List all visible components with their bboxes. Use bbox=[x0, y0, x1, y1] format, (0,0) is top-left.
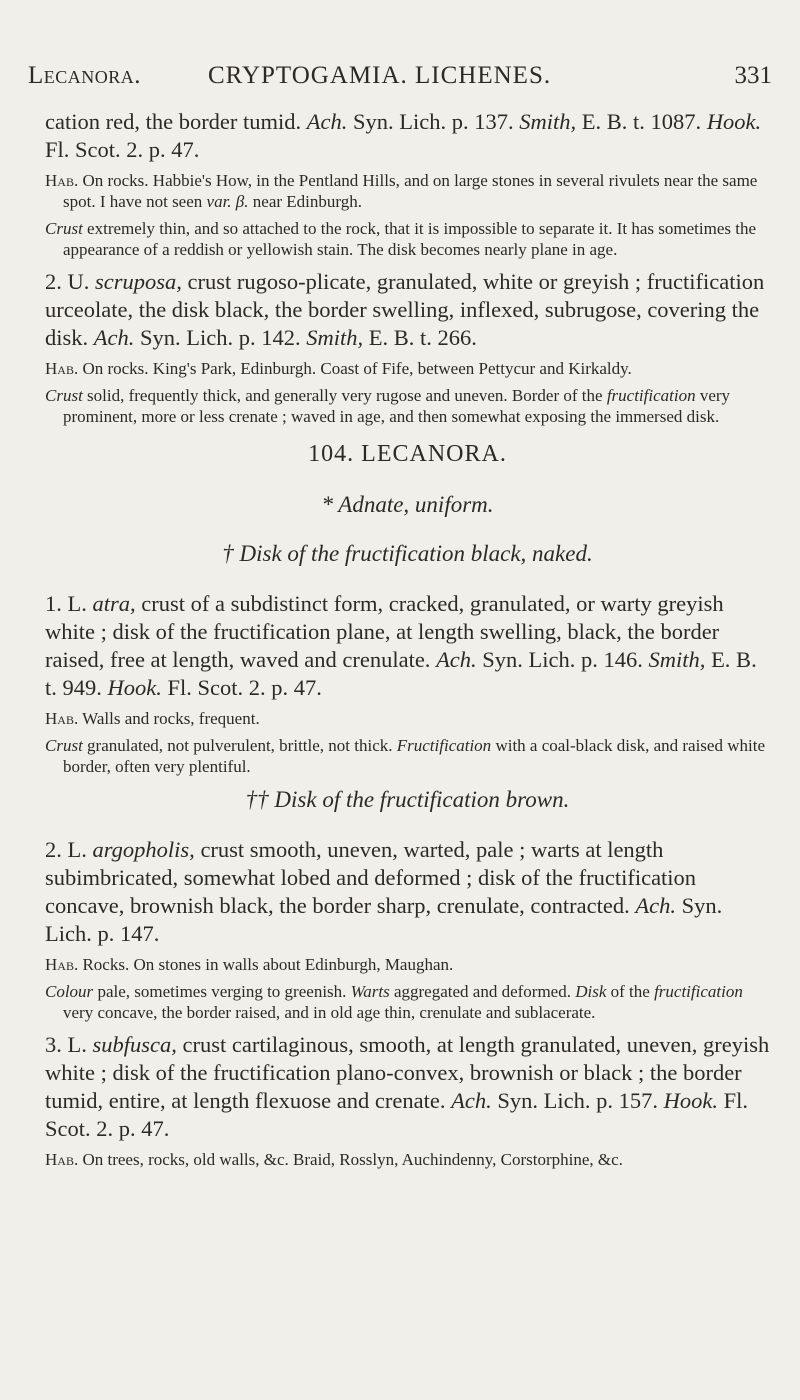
species-entry-atra: 1. L. atra, crust of a subdistinct form, cracked, granulated, or warty greyish white ; disk of the fructification plane, at length swelling, black, the border raised, free at length, waved and crenulate. Ach. Syn. Lich. p. 146. Smith, E. B. t. 949. Hook. Fl. Scot. 2. p. 47. bbox=[45, 591, 757, 700]
crust-note: Crust extremely thin, and so attached to the rock, that it is impossible to separate it. It has sometimes the appearance of a reddish or yellowish stain. The disk becomes nearly plane in age. bbox=[45, 219, 757, 259]
genus-heading: 104. LECANORA. bbox=[308, 441, 507, 467]
species-entry-argopholis: 2. L. argopholis, crust smooth, uneven, warted, pale ; warts at length subimbricated, somewhat lobed and deformed ; disk of the fructification concave, brownish black, the border sharp, crenulate, contracted. Ach. Syn. Lich. p. 147. bbox=[45, 837, 723, 946]
crust-note: Crust solid, frequently thick, and generally very rugose and uneven. Border of the fructification very prominent, more or less crenate ; waved in age, and then somewhat exposing the immersed disk. bbox=[45, 386, 731, 426]
page-body bbox=[45, 108, 770, 1170]
running-header bbox=[28, 58, 772, 98]
header-title: CRYPTOGAMIA. LICHENES. bbox=[208, 62, 552, 89]
species-entry-scruposa: 2. U. scruposа, crust rugoso-plicate, granulated, white or greyish ; fructification urceolate, the disk black, the border swelling, inflexed, subrugose, covering the disk. Ach. Syn. Lich. p. 142. Smith, E. B. t. 266. bbox=[45, 269, 765, 350]
habitat-note: Hab. Walls and rocks, frequent. bbox=[45, 709, 260, 728]
colour-note: Colour pale, sometimes verging to greenish. Warts aggregated and deformed. Disk of the fructification very concave, the border raised, and in old age thin, crenulate and sublacerate. bbox=[45, 982, 743, 1022]
section-heading-disk-brown: †† Disk of the fructification brown. bbox=[245, 787, 570, 812]
continued-description: cation red, the border tumid. Ach. Syn. Lich. p. 137. Smith, E. B. t. 1087. Hook. Fl. Scot. 2. p. 47. bbox=[45, 109, 762, 162]
page-number: 331 bbox=[734, 62, 772, 89]
species-entry-subfusca: 3. L. subfusca, crust cartilaginous, smooth, at length granulated, uneven, greyish white ; disk of the fructification plano-convex, brownish or black ; the border tumid, entire, at length flexuose and crenate. Ach. Syn. Lich. p. 157. Hook. Fl. Scot. 2. p. 47. bbox=[45, 1032, 770, 1141]
header-genus: Lecanora. bbox=[28, 62, 142, 89]
crust-note: Crust granulated, not pulverulent, brittle, not thick. Fructification with a coal-black disk, and raised white border, often very plentiful. bbox=[45, 736, 765, 776]
section-heading-disk-black: † Disk of the fructification black, naked. bbox=[222, 541, 593, 566]
habitat-note: Hab. Rocks. On stones in walls about Edinburgh, Maughan. bbox=[45, 955, 454, 974]
section-heading-adnate: * Adnate, uniform. bbox=[321, 492, 494, 517]
habitat-note: Hab. On rocks. King's Park, Edinburgh. Coast of Fife, between Pettycur and Kirkaldy. bbox=[45, 359, 632, 378]
habitat-note: Hab. On trees, rocks, old walls, &c. Braid, Rosslyn, Auchindenny, Corstorphine, &c. bbox=[45, 1150, 623, 1169]
habitat-note: Hab. On rocks. Habbie's How, in the Pentland Hills, and on large stones in several rivulets near the same spot. I have not seen var. β. near Edinburgh. bbox=[45, 171, 758, 211]
